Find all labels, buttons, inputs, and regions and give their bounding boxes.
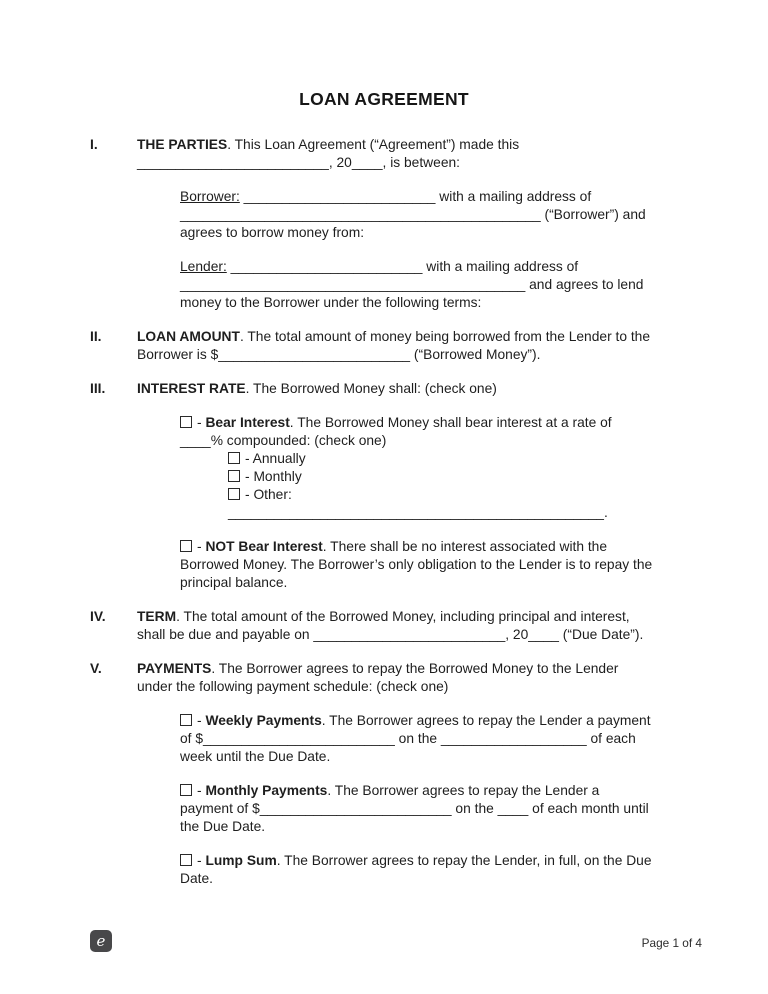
bear-interest-text: . The Borrowed Money shall bear interest at a rate of ____% compounded: (check one) xyxy=(180,415,612,448)
section-payments-numeral: V. xyxy=(90,661,102,676)
lender-clause xyxy=(180,258,654,312)
annually-checkbox[interactable] xyxy=(228,452,240,464)
interest-rate-body: . The Borrowed Money shall: (check one) xyxy=(245,381,497,396)
bear-interest-sep: - xyxy=(197,415,206,430)
option-lump-sum xyxy=(180,852,654,888)
bear-interest-label: Bear Interest xyxy=(205,415,290,430)
option-bear-interest xyxy=(180,414,654,450)
weekly-payments-text: . The Borrower agrees to repay the Lender a payment of $_________________________ on the ___________________ of each week until the Due Date. xyxy=(180,713,651,764)
monthly-payments-label: Monthly Payments xyxy=(205,783,328,798)
weekly-payments-sep: - xyxy=(197,713,206,728)
other-sep: - xyxy=(245,487,254,502)
other-text: Other: _________________________________________________. xyxy=(228,487,608,520)
section-interest-rate xyxy=(90,380,768,608)
payments-heading: PAYMENTS xyxy=(137,661,212,676)
monthly-sep: - xyxy=(245,469,254,484)
loan-amount-body: . The total amount of money being borrowed from the Lender to the Borrower is $_________________________ (“Borrowed Money”). xyxy=(137,329,651,362)
option-monthly-payments xyxy=(180,782,654,836)
term-body: . The total amount of the Borrowed Money, including principal and interest, shall be due and payable on _________________________, 20____ (“Due Date”). xyxy=(137,609,644,642)
section-loan-amount xyxy=(90,328,768,380)
sub-option-monthly xyxy=(228,468,654,486)
section-loan-amount-content xyxy=(137,328,654,380)
section-loan-amount-numeral: II. xyxy=(90,329,102,344)
page-footer xyxy=(90,930,702,952)
parties-body: . This Loan Agreement (“Agreement”) made this _________________________, 20____, is between: xyxy=(137,137,520,170)
option-weekly-payments xyxy=(180,712,654,766)
sub-option-other xyxy=(228,486,654,522)
payments-body: . The Borrower agrees to repay the Borrowed Money to the Lender under the following payment schedule: (check one) xyxy=(137,661,619,694)
section-payments-content xyxy=(137,660,654,904)
monthly-payments-text: . The Borrower agrees to repay the Lender a payment of $_________________________ on the ____ of each month until the Due Date. xyxy=(180,783,649,834)
option-not-bear-interest xyxy=(180,538,654,592)
monthly-payments-sep: - xyxy=(197,783,206,798)
payments-intro xyxy=(137,660,654,696)
lender-text: _________________________ with a mailing address of _____________________________________________ and agrees to lend money to the Borrower under the following terms: xyxy=(180,259,644,310)
lump-sum-checkbox[interactable] xyxy=(180,854,192,866)
not-bear-interest-checkbox[interactable] xyxy=(180,540,192,552)
loan-amount-heading: LOAN AMOUNT xyxy=(137,329,240,344)
lump-sum-sep: - xyxy=(197,853,206,868)
interest-rate-intro xyxy=(137,380,654,398)
section-term xyxy=(90,608,768,660)
section-parties-numeral: I. xyxy=(90,137,98,152)
monthly-checkbox[interactable] xyxy=(228,470,240,482)
section-interest-rate-numeral: III. xyxy=(90,381,106,396)
lump-sum-label: Lump Sum xyxy=(205,853,277,868)
parties-heading: THE PARTIES xyxy=(137,137,228,152)
section-parties xyxy=(90,136,768,328)
weekly-payments-label: Weekly Payments xyxy=(205,713,322,728)
section-term-content xyxy=(137,608,654,660)
section-payments xyxy=(90,660,768,904)
lump-sum-text: . The Borrower agrees to repay the Lender, in full, on the Due Date. xyxy=(180,853,652,886)
borrower-clause xyxy=(180,188,654,242)
page-number: Page 1 of 4 xyxy=(641,936,702,950)
sub-option-annually xyxy=(228,450,654,468)
section-interest-rate-content xyxy=(137,380,654,608)
weekly-payments-checkbox[interactable] xyxy=(180,714,192,726)
term-clause xyxy=(137,608,654,644)
borrower-text: _________________________ with a mailing address of _______________________________________________ (“Borrower”) and agrees to borrow money from: xyxy=(180,189,646,240)
interest-rate-heading: INTEREST RATE xyxy=(137,381,246,396)
not-bear-interest-label: NOT Bear Interest xyxy=(205,539,323,554)
not-bear-interest-sep: - xyxy=(197,539,206,554)
not-bear-interest-text: . There shall be no interest associated with the Borrowed Money. The Borrower’s only obligation to the Lender is to repay the principal balance. xyxy=(180,539,653,590)
document-title: LOAN AGREEMENT xyxy=(299,89,469,109)
parties-intro xyxy=(137,136,654,172)
monthly-text: Monthly xyxy=(253,469,302,484)
section-term-numeral: IV. xyxy=(90,609,106,624)
loan-amount-clause xyxy=(137,328,654,364)
bear-interest-checkbox[interactable] xyxy=(180,416,192,428)
term-heading: TERM xyxy=(137,609,177,624)
annually-sep: - xyxy=(245,451,253,466)
monthly-payments-checkbox[interactable] xyxy=(180,784,192,796)
lender-label: Lender: xyxy=(180,259,227,274)
borrower-label: Borrower: xyxy=(180,189,240,204)
annually-text: Annually xyxy=(252,451,306,466)
section-parties-content xyxy=(137,136,654,328)
other-checkbox[interactable] xyxy=(228,488,240,500)
eforms-logo: e xyxy=(90,930,112,952)
